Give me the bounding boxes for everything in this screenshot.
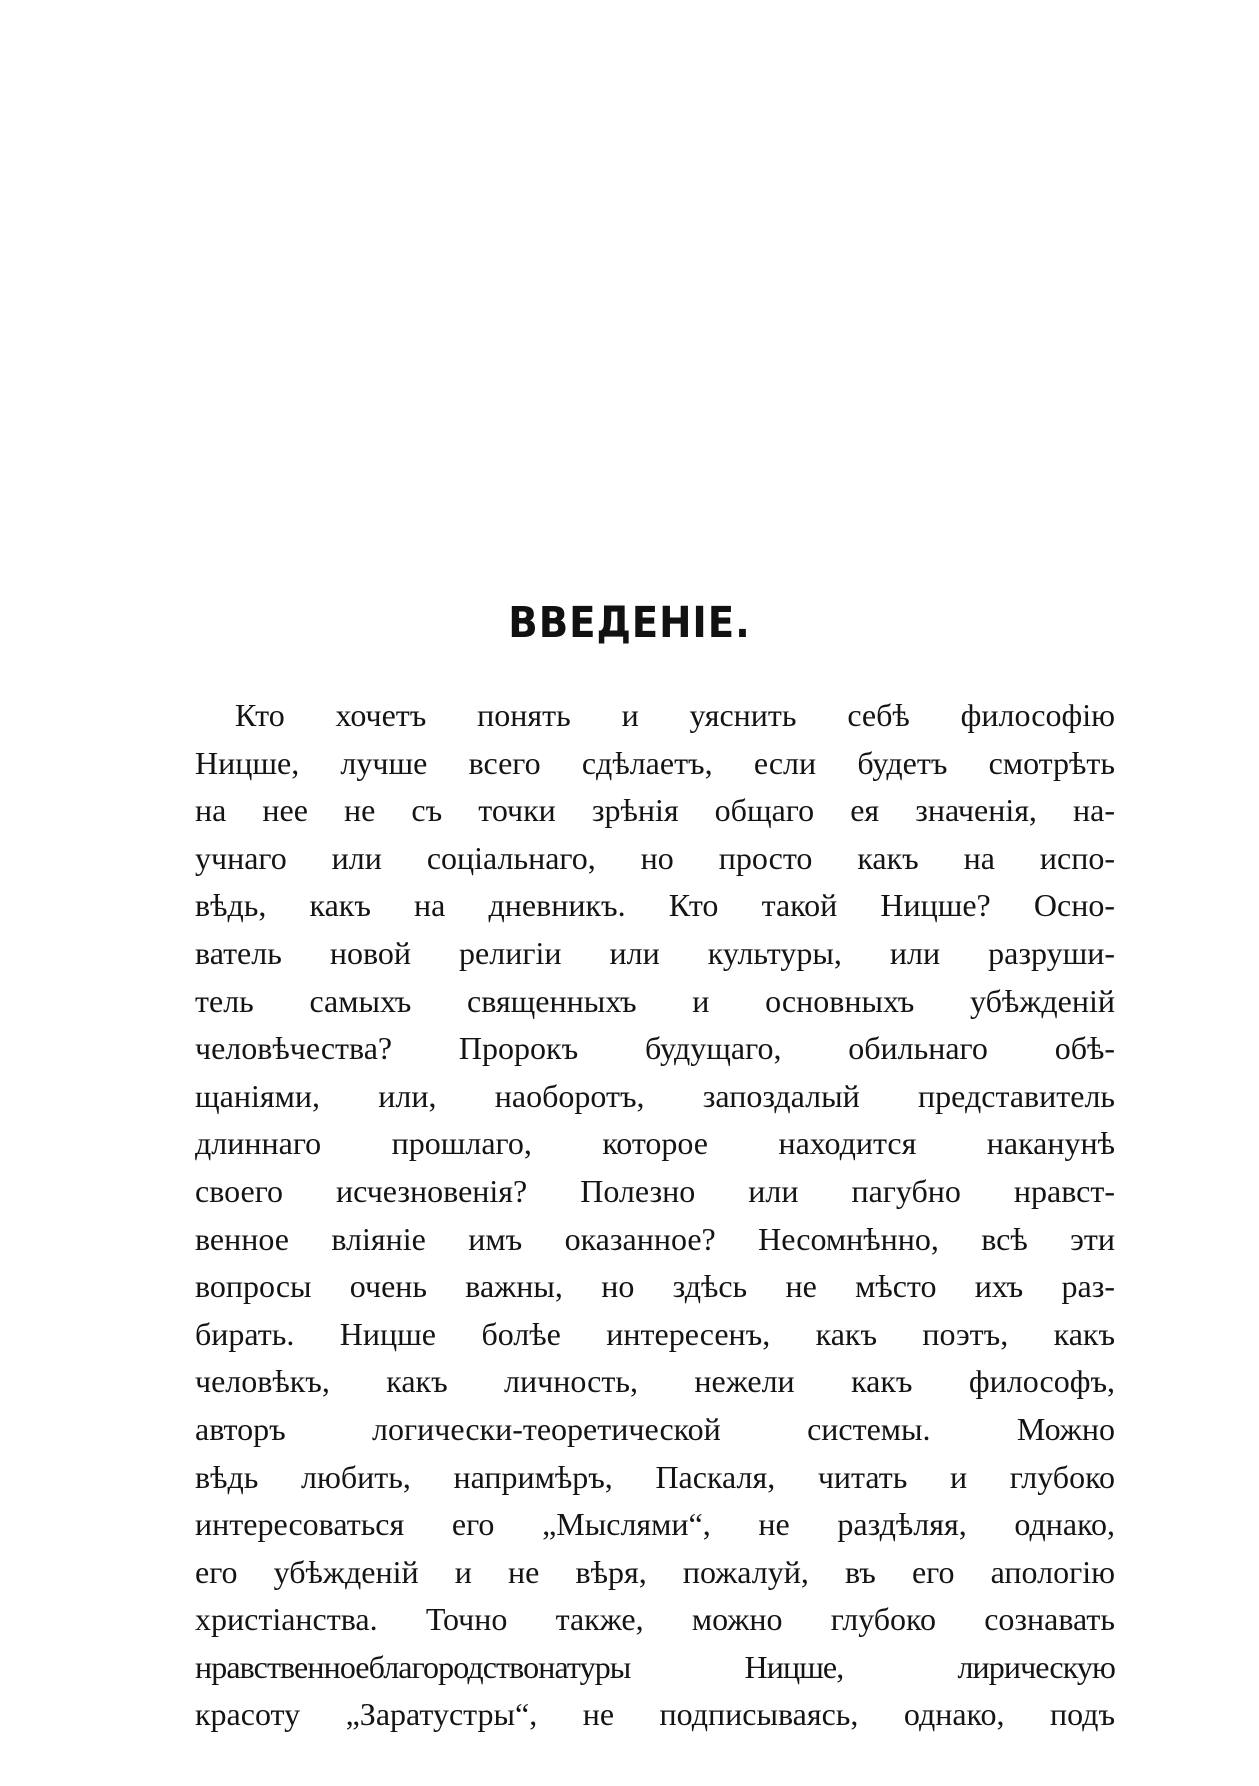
- text-line: человѣкъ, какъ личность, нежели какъ философъ,: [195, 1363, 1115, 1400]
- text-line: бирать. Ницше болѣе интересенъ, какъ поэтъ, какъ: [195, 1315, 1115, 1352]
- chapter-heading: ВВЕДЕНІЕ.: [508, 598, 751, 648]
- text-line: красоту „Заратустры“, не подписываясь, однако, подъ: [195, 1696, 1115, 1733]
- text-line: Кто хочетъ понять и уяснить себѣ философію: [235, 697, 1115, 733]
- text-line: ватель новой религіи или культуры, или разруши-: [195, 934, 1115, 971]
- text-line: вопросы очень важны, но здѣсь не мѣсто ихъ раз-: [195, 1268, 1115, 1305]
- text-line: авторъ логически-теоретической системы. Можно: [195, 1410, 1115, 1447]
- text-line: интересоваться его „Мыслями“, не раздѣляя, однако,: [195, 1506, 1115, 1543]
- text-line: своего исчезновенія? Полезно или пагубно нравст-: [195, 1172, 1115, 1209]
- text-line: нравственноеблагородствонатуры Ницше, лирическую: [195, 1648, 1115, 1685]
- text-line: вѣдь, какъ на дневникъ. Кто такой Ницше? Осно-: [195, 887, 1115, 924]
- text-line: вѣдь любить, напримѣръ, Паскаля, читать и глубоко: [195, 1458, 1115, 1495]
- text-line: человѣчества? Пророкъ будущаго, обильнаго обѣ-: [195, 1030, 1115, 1067]
- text-line: венное вліяніе имъ оказанное? Несомнѣнно, всѣ эти: [195, 1220, 1115, 1257]
- text-line: щаніями, или, наоборотъ, запоздалый представитель: [195, 1077, 1115, 1114]
- text-line: на нее не съ точки зрѣнія общаго ея значенія, на-: [195, 792, 1115, 829]
- text-line: христіанства. Точно также, можно глубоко сознавать: [195, 1601, 1115, 1638]
- text-line: его убѣжденій и не вѣря, пожалуй, въ его апологію: [195, 1553, 1115, 1590]
- text-line: учнаго или соціальнаго, но просто какъ на испо-: [195, 839, 1115, 876]
- text-line: Ницше, лучше всего сдѣлаетъ, если будетъ смотрѣть: [195, 744, 1115, 781]
- body-text: [195, 692, 1115, 1739]
- text-line: тель самыхъ священныхъ и основныхъ убѣжденій: [195, 982, 1115, 1019]
- text-line: длиннаго прошлаго, которое находится наканунѣ: [195, 1125, 1115, 1162]
